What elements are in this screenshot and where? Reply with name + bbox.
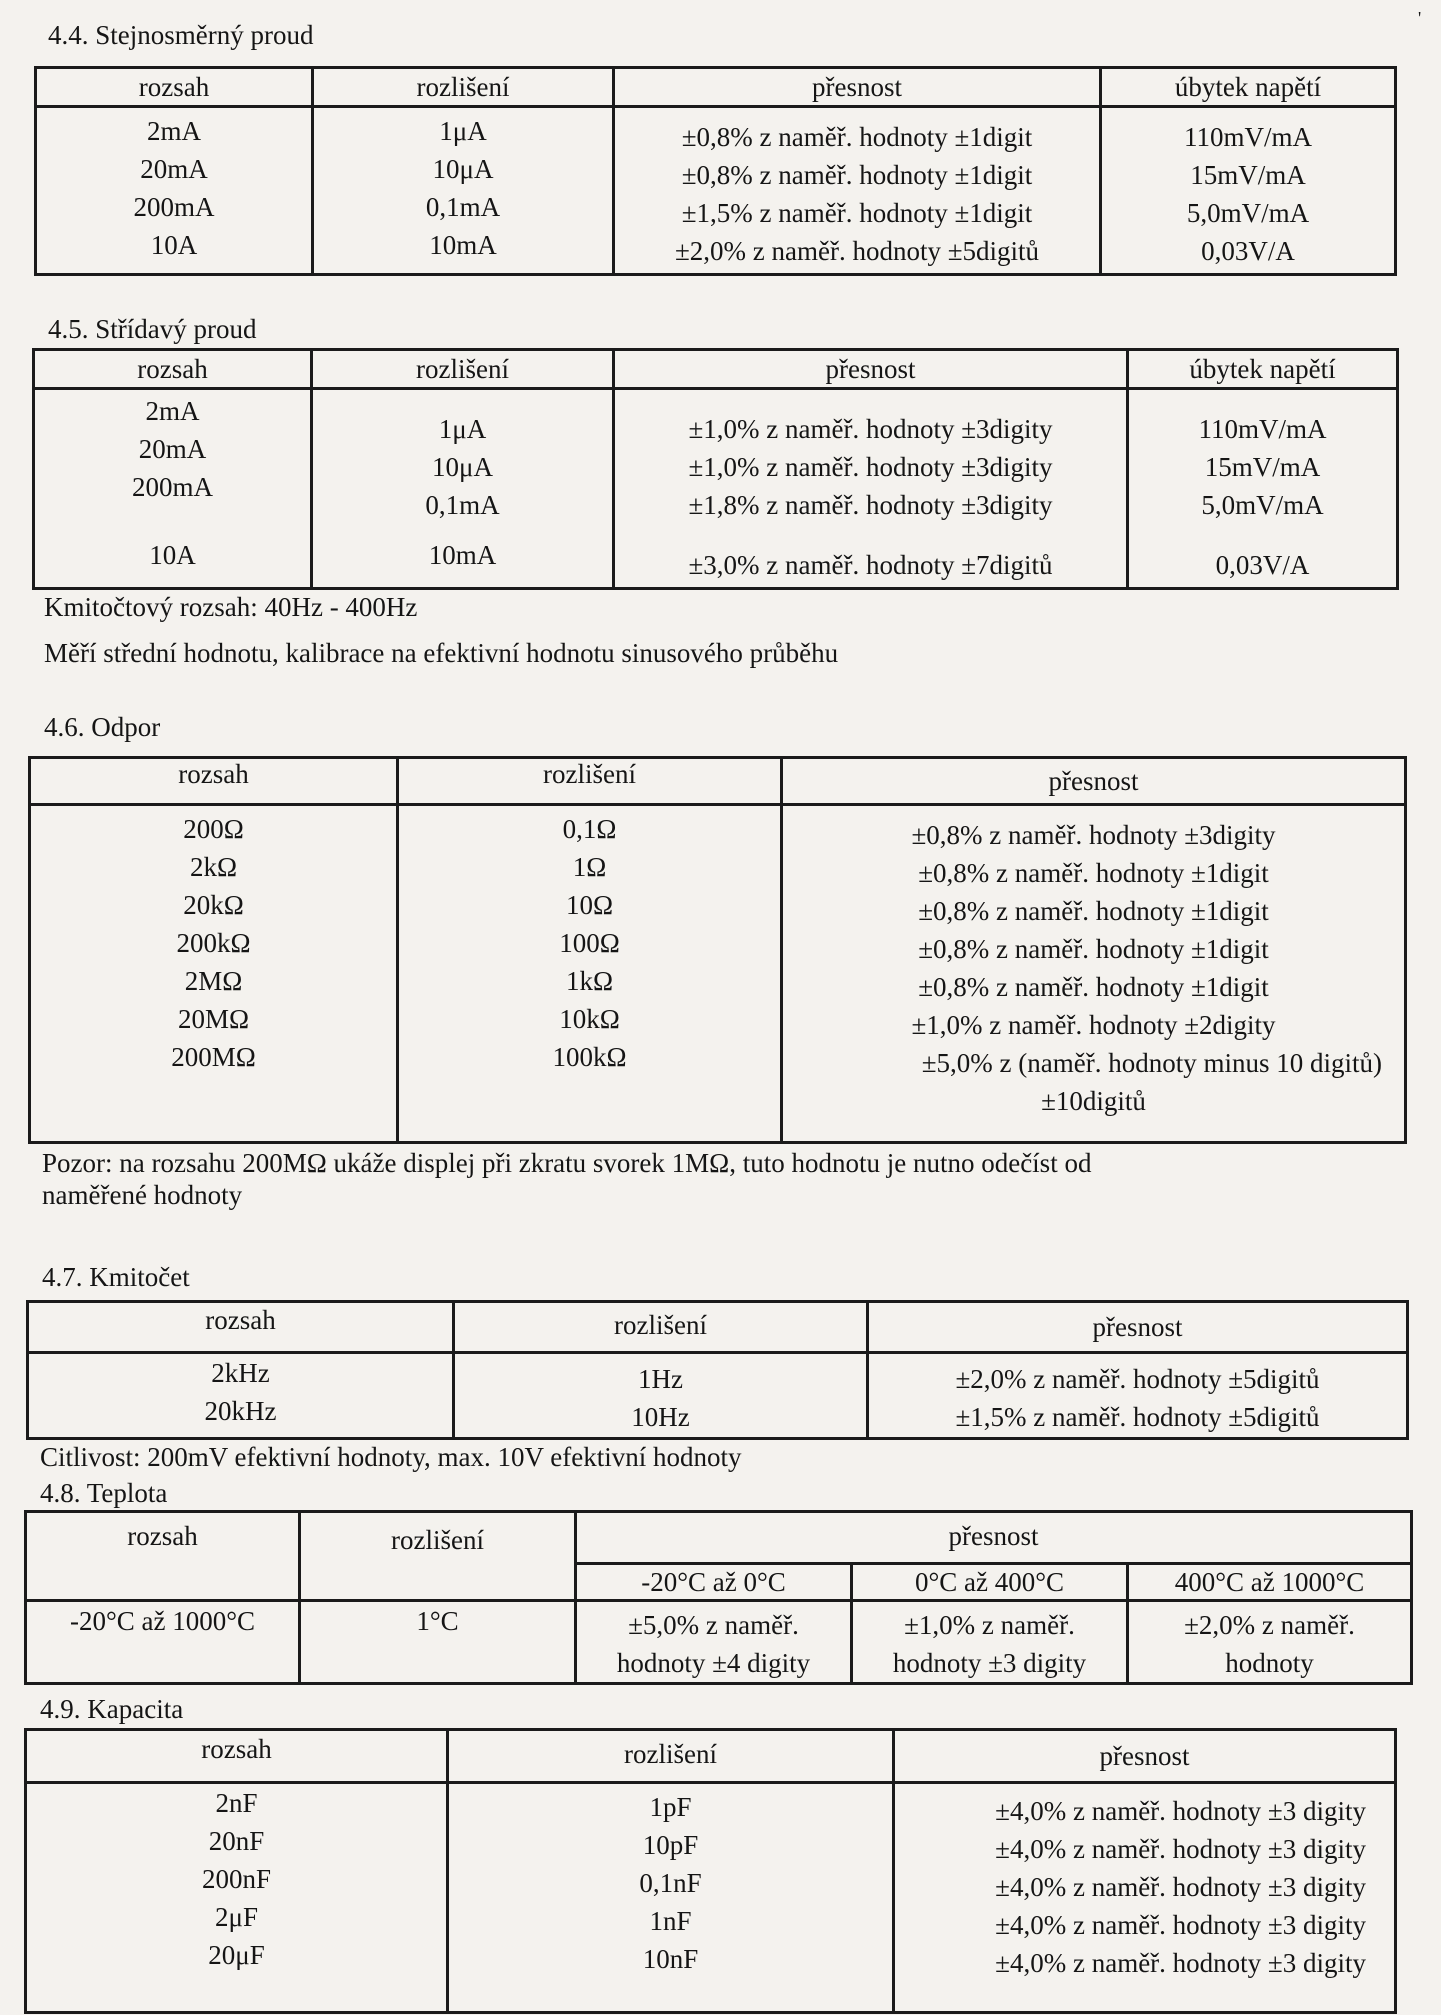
col-header-presnost: přesnost bbox=[868, 1302, 1408, 1353]
col-header-rozliseni: rozlišení bbox=[454, 1302, 868, 1353]
column-rozsah bbox=[26, 1783, 448, 2013]
cell: 10nF bbox=[642, 1944, 699, 1974]
cell: 0,1nF bbox=[639, 1868, 702, 1898]
section-heading-dc-current: 4.4. Stejnosměrný proud bbox=[48, 20, 314, 50]
cell-accuracy-3 bbox=[1128, 1601, 1412, 1684]
col-header-presnost: přesnost bbox=[614, 68, 1101, 107]
col-header-presnost: přesnost bbox=[614, 350, 1128, 389]
cell: ±0,8% z naměř. hodnoty ±1digit bbox=[681, 122, 1033, 152]
cell: ±4,0% z naměř. hodnoty ±3 digity bbox=[995, 1872, 1366, 1902]
table-dc-current bbox=[34, 66, 1397, 276]
cell: 15mV/mA bbox=[1190, 160, 1306, 190]
col-header-presnost: přesnost bbox=[782, 758, 1406, 805]
cell: ±1,0% z naměř. hodnoty ±2digity bbox=[911, 1010, 1276, 1040]
cell: 1pF bbox=[649, 1792, 692, 1822]
cell: ±0,8% z naměř. hodnoty ±1digit bbox=[918, 972, 1269, 1002]
cell: ±4,0% z naměř. hodnoty ±3 digity bbox=[995, 1948, 1366, 1978]
cell: 200mA bbox=[132, 472, 213, 502]
note-measurement: Měří střední hodnotu, kalibrace na efektivní hodnotu sinusového průběhu bbox=[44, 638, 839, 668]
col-header-ubytek: úbytek napětí bbox=[1101, 68, 1396, 107]
cell: 20kHz bbox=[204, 1396, 277, 1426]
section-heading-capacitance: 4.9. Kapacita bbox=[40, 1694, 184, 1724]
cell: 1μA bbox=[438, 414, 487, 444]
column-presnost bbox=[614, 107, 1101, 275]
column-presnost bbox=[894, 1783, 1396, 2013]
sub-header-range-2: 0°C až 400°C bbox=[852, 1564, 1128, 1601]
col-header-rozliseni: rozlišení bbox=[312, 350, 614, 389]
cell: 10μA bbox=[432, 452, 493, 482]
column-rozliseni bbox=[448, 1783, 894, 2013]
cell: 110mV/mA bbox=[1184, 122, 1312, 152]
cell: ±0,8% z naměř. hodnoty ±1digit bbox=[918, 858, 1269, 888]
cell-line: hodnoty ±3 digity bbox=[892, 1648, 1087, 1678]
cell: ±1,5% z naměř. hodnoty ±1digit bbox=[681, 198, 1033, 228]
cell: 10μA bbox=[432, 154, 494, 184]
table-capacitance bbox=[24, 1728, 1397, 2014]
cell: 10Ω bbox=[565, 890, 614, 920]
col-header-ubytek: úbytek napětí bbox=[1128, 350, 1398, 389]
cell: 0,1mA bbox=[425, 490, 500, 520]
col-header-presnost: přesnost bbox=[894, 1730, 1396, 1783]
col-header-rozsah: rozsah bbox=[28, 1302, 454, 1353]
cell: 2kHz bbox=[211, 1358, 270, 1388]
cell-accuracy-2 bbox=[852, 1601, 1128, 1684]
column-rozsah bbox=[28, 1353, 454, 1439]
section-heading-temperature: 4.8. Teplota bbox=[40, 1478, 168, 1508]
cell: ±3,0% z naměř. hodnoty ±7digitů bbox=[688, 550, 1053, 580]
cell: 100Ω bbox=[559, 928, 620, 958]
cell: 110mV/mA bbox=[1198, 414, 1327, 444]
note-warning-line2: naměřené hodnoty bbox=[42, 1180, 243, 1210]
column-presnost bbox=[782, 805, 1406, 1143]
table-ac-current bbox=[32, 348, 1399, 590]
cell: 2MΩ bbox=[184, 966, 243, 996]
col-header-rozsah: rozsah bbox=[34, 350, 312, 389]
sub-header-range-1: -20°C až 0°C bbox=[576, 1564, 852, 1601]
column-rozliseni bbox=[312, 389, 614, 589]
cell: 200Ω bbox=[183, 814, 244, 844]
cell: ±10digitů bbox=[1041, 1086, 1146, 1116]
cell: 1nF bbox=[649, 1906, 692, 1936]
table-frequency bbox=[26, 1300, 1409, 1440]
cell-line: hodnoty ±4 digity bbox=[616, 1648, 811, 1678]
cell: 20MΩ bbox=[177, 1004, 250, 1034]
column-presnost bbox=[614, 389, 1128, 589]
cell-rozsah: -20°C až 1000°C bbox=[26, 1601, 300, 1684]
column-rozsah bbox=[34, 389, 312, 589]
cell: 200MΩ bbox=[171, 1042, 256, 1072]
column-ubytek bbox=[1128, 389, 1398, 589]
sub-header-range-3: 400°C až 1000°C bbox=[1128, 1564, 1412, 1601]
cell: 10mA bbox=[428, 540, 497, 570]
col-header-rozsah: rozsah bbox=[36, 68, 313, 107]
cell: 0,03V/A bbox=[1215, 550, 1310, 580]
cell: 1kΩ bbox=[565, 966, 614, 996]
cell: ±4,0% z naměř. hodnoty ±3 digity bbox=[995, 1834, 1366, 1864]
cell: ±0,8% z naměř. hodnoty ±1digit bbox=[918, 934, 1269, 964]
section-heading-frequency: 4.7. Kmitočet bbox=[42, 1262, 190, 1292]
note-warning-line1: Pozor: na rozsahu 200MΩ ukáže displej při zkratu svorek 1MΩ, tuto hodnotu je nutno odečíst od bbox=[42, 1148, 1092, 1178]
cell: 0,1mA bbox=[425, 192, 501, 222]
cell: 2mA bbox=[147, 116, 201, 146]
cell: 10kΩ bbox=[559, 1004, 620, 1034]
col-header-rozliseni: rozlišení bbox=[300, 1512, 576, 1601]
cell: ±1,5% z naměř. hodnoty ±5digitů bbox=[955, 1402, 1320, 1432]
column-rozliseni bbox=[398, 805, 782, 1143]
section-heading-ac-current: 4.5. Střídavý proud bbox=[48, 314, 257, 344]
cell-line: hodnoty bbox=[1225, 1648, 1314, 1678]
cell: 20mA bbox=[138, 434, 207, 464]
cell-rozliseni: 1°C bbox=[300, 1601, 576, 1684]
table-temperature bbox=[24, 1510, 1413, 1685]
cell: ±1,8% z naměř. hodnoty ±3digity bbox=[688, 490, 1053, 520]
cell: 1Ω bbox=[572, 852, 607, 882]
col-header-rozsah: rozsah bbox=[26, 1730, 448, 1783]
cell: 20μF bbox=[208, 1940, 265, 1970]
cell-line: ±5,0% z naměř. bbox=[628, 1610, 799, 1640]
cell-line: ±1,0% z naměř. bbox=[904, 1610, 1075, 1640]
cell: 10A bbox=[150, 230, 198, 260]
cell: 2mA bbox=[145, 396, 200, 426]
cell: 200mA bbox=[133, 192, 215, 222]
cell: 0,03V/A bbox=[1201, 236, 1295, 266]
column-rozliseni bbox=[313, 107, 614, 275]
col-header-presnost: přesnost bbox=[576, 1512, 1412, 1564]
cell: 10pF bbox=[642, 1830, 699, 1860]
col-header-rozliseni: rozlišení bbox=[313, 68, 614, 107]
cell-accuracy-1 bbox=[576, 1601, 852, 1684]
cell: 2nF bbox=[215, 1788, 258, 1818]
cell: ±5,0% z (naměř. hodnoty minus 10 digitů) bbox=[921, 1048, 1382, 1078]
cell: 10A bbox=[149, 540, 196, 570]
cell: 5,0mV/mA bbox=[1201, 490, 1324, 520]
table-resistance bbox=[28, 756, 1407, 1144]
cell: ±2,0% z naměř. hodnoty ±5digitů bbox=[955, 1364, 1320, 1394]
col-header-rozsah: rozsah bbox=[26, 1512, 300, 1601]
col-header-rozliseni: rozlišení bbox=[398, 758, 782, 805]
cell: 200nF bbox=[201, 1864, 272, 1894]
col-header-rozsah: rozsah bbox=[30, 758, 398, 805]
cell: ±4,0% z naměř. hodnoty ±3 digity bbox=[995, 1796, 1366, 1826]
cell: 20kΩ bbox=[183, 890, 244, 920]
cell: 200kΩ bbox=[176, 928, 251, 958]
note-frequency-range: Kmitočtový rozsah: 40Hz - 400Hz bbox=[44, 592, 418, 622]
cell: 1μA bbox=[439, 116, 487, 146]
cell: 5,0mV/mA bbox=[1186, 198, 1310, 228]
cell: ±0,8% z naměř. hodnoty ±3digity bbox=[911, 820, 1276, 850]
cell: ±0,8% z naměř. hodnoty ±1digit bbox=[918, 896, 1269, 926]
column-presnost bbox=[868, 1353, 1408, 1439]
cell: 2kΩ bbox=[189, 852, 238, 882]
cell-line: ±2,0% z naměř. bbox=[1184, 1610, 1355, 1640]
cell: ±1,0% z naměř. hodnoty ±3digity bbox=[688, 414, 1053, 444]
cell: 20nF bbox=[208, 1826, 265, 1856]
cell: 0,1Ω bbox=[562, 814, 617, 844]
cell: 2μF bbox=[215, 1902, 258, 1932]
cell: ±4,0% z naměř. hodnoty ±3 digity bbox=[995, 1910, 1366, 1940]
cell: 1Hz bbox=[638, 1364, 683, 1394]
column-rozsah bbox=[30, 805, 398, 1143]
cell: 10mA bbox=[429, 230, 497, 260]
cell: ±2,0% z naměř. hodnoty ±5digitů bbox=[674, 236, 1040, 266]
cell: 15mV/mA bbox=[1204, 452, 1321, 482]
cell: ±0,8% z naměř. hodnoty ±1digit bbox=[681, 160, 1033, 190]
note-sensitivity: Citlivost: 200mV efektivní hodnoty, max. 10V efektivní hodnoty bbox=[40, 1442, 742, 1472]
cell: 100kΩ bbox=[552, 1042, 627, 1072]
cell: 10Hz bbox=[631, 1402, 690, 1432]
column-ubytek bbox=[1101, 107, 1396, 275]
section-heading-resistance: 4.6. Odpor bbox=[44, 712, 161, 742]
col-header-rozliseni: rozlišení bbox=[448, 1730, 894, 1783]
column-rozliseni bbox=[454, 1353, 868, 1439]
cell: ±1,0% z naměř. hodnoty ±3digity bbox=[688, 452, 1053, 482]
column-rozsah bbox=[36, 107, 313, 275]
corner-mark: ' bbox=[1418, 8, 1422, 28]
cell: 20mA bbox=[140, 154, 208, 184]
